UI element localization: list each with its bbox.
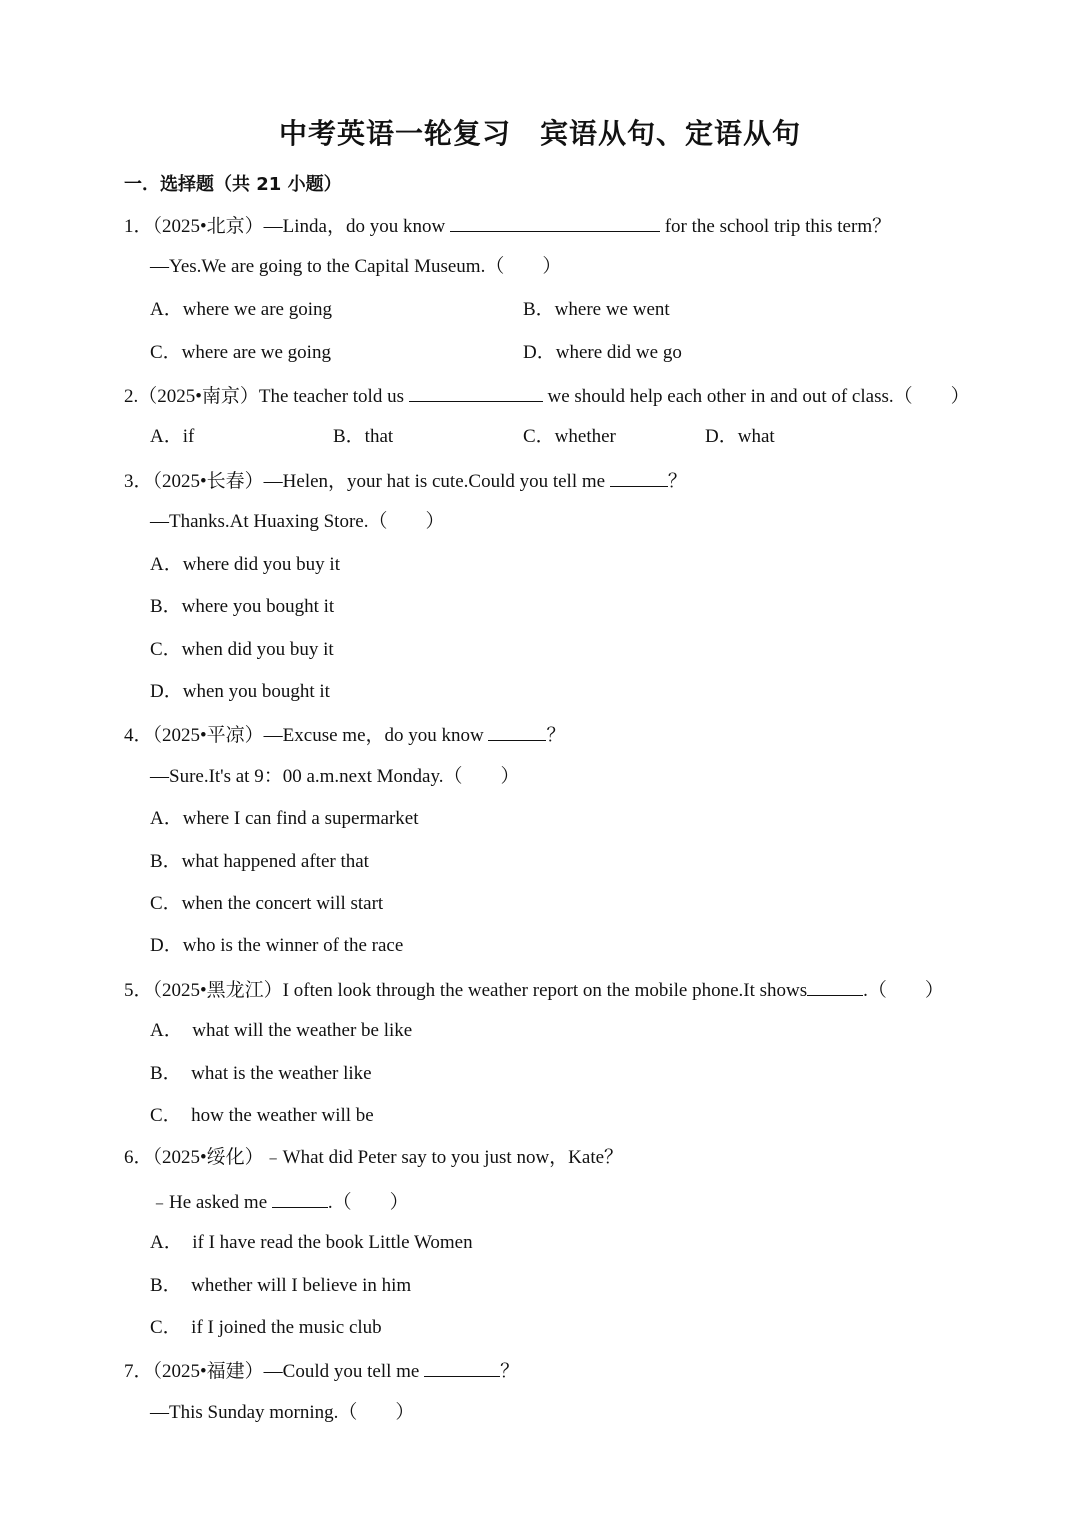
question-2: [124, 383, 970, 409]
question-number: 7．: [124, 1361, 153, 1382]
answer-blank: [409, 383, 543, 402]
question-6-reply: [150, 1189, 409, 1215]
question-stem-end: .（ ）: [863, 980, 944, 1001]
option-b: B．what happened after that: [150, 851, 369, 872]
question-stem: （2025•北京）—Linda，do you know: [152, 216, 450, 237]
option-b: B．where you bought it: [150, 596, 335, 617]
question-number: 1．: [124, 216, 153, 237]
question-1: [124, 213, 891, 239]
question-number: 6．: [124, 1147, 153, 1168]
option-a: A．where I can find a supermarket: [150, 808, 419, 829]
option-c: C． how the weather will be: [150, 1105, 374, 1126]
question-stem: （2025•福建）—Could you tell me: [152, 1361, 425, 1382]
answer-blank: [450, 213, 660, 232]
option-c: C．when did you buy it: [150, 639, 334, 660]
question-number: 5．: [124, 980, 153, 1001]
option-b: B．where we went: [523, 299, 670, 320]
option-d: D．when you bought it: [150, 681, 330, 702]
question-stem: （2025•长春）—Helen，your hat is cute.Could you tell me: [152, 471, 610, 492]
option-d: D．where did we go: [523, 342, 682, 363]
answer-blank: [807, 977, 863, 996]
question-stem: （2025•绥化）﹣What did Peter say to you just now，Kate？: [152, 1147, 624, 1168]
question-5: [124, 977, 944, 1003]
option-a: A．where did you buy it: [150, 554, 340, 575]
question-stem: （2025•南京）The teacher told us: [138, 386, 409, 407]
question-3-reply: —Thanks.At Huaxing Store.（ ）: [150, 511, 445, 532]
option-b: B．that: [333, 426, 394, 447]
question-stem-end: ？: [500, 1361, 520, 1382]
option-c: C．whether: [523, 426, 616, 447]
question-number: 4．: [124, 725, 153, 746]
page-title: 中考英语一轮复习 宾语从句、定语从句: [278, 117, 801, 150]
option-c: C． if I joined the music club: [150, 1317, 382, 1338]
question-1-reply: —Yes.We are going to the Capital Museum.（ ）: [150, 256, 562, 277]
question-number: 3．: [124, 471, 153, 492]
option-a: A． what will the weather be like: [150, 1020, 413, 1041]
question-stem-end: for the school trip this term？: [659, 216, 892, 237]
answer-blank: [424, 1358, 500, 1377]
option-a: A． if I have read the book Little Women: [150, 1232, 473, 1253]
option-b: B． what is the weather like: [150, 1063, 372, 1084]
option-c: C．where are we going: [150, 342, 331, 363]
question-stem-end: ？: [546, 725, 566, 746]
question-6: [124, 1146, 623, 1170]
question-3: [124, 468, 687, 494]
answer-blank: [488, 722, 546, 741]
question-7-reply: —This Sunday morning.（ ）: [150, 1402, 415, 1423]
question-7: [124, 1358, 519, 1384]
question-number: 2.: [124, 386, 139, 407]
question-stem: （2025•平凉）—Excuse me，do you know: [152, 725, 489, 746]
option-d: D．who is the winner of the race: [150, 935, 404, 956]
question-4-reply: —Sure.It's at 9：00 a.m.next Monday.（ ）: [150, 766, 520, 787]
reply-text-end: .（ ）: [327, 1192, 409, 1213]
question-4: [124, 722, 565, 748]
answer-blank: [272, 1189, 328, 1208]
question-stem-end: we should help each other in and out of class.（ ）: [542, 386, 970, 407]
section-heading: 一．选择题（共 21 小题）: [124, 174, 342, 195]
option-a: A．if: [150, 426, 195, 447]
question-stem: （2025•黑龙江）I often look through the weather report on the mobile phone.It shows: [152, 980, 808, 1001]
reply-text: ﹣He asked me: [150, 1192, 272, 1213]
option-a: A．where we are going: [150, 299, 333, 320]
answer-blank: [610, 468, 668, 487]
option-b: B． whether will I believe in him: [150, 1275, 412, 1296]
option-d: D．what: [705, 426, 775, 447]
option-c: C．when the concert will start: [150, 893, 384, 914]
question-stem-end: ？: [667, 471, 687, 492]
